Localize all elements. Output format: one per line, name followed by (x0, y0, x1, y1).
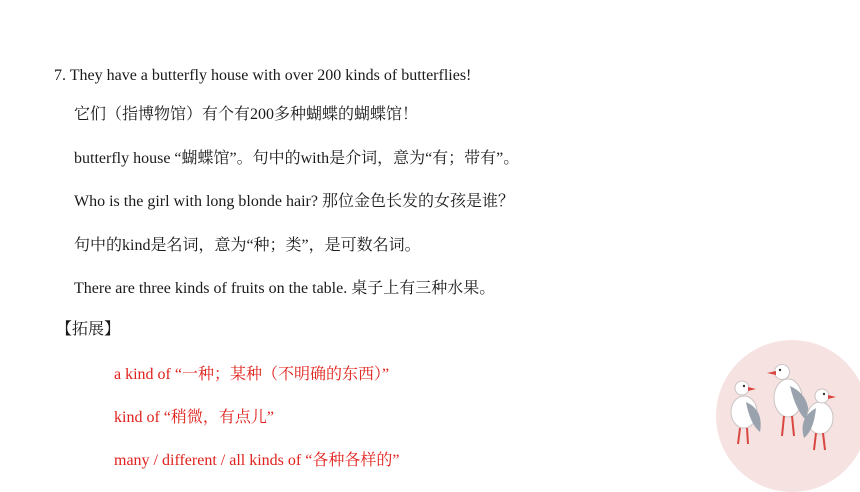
example-line: Who is the girl with long blonde hair? 那位金色长发的女孩是谁？ (74, 193, 514, 210)
explanation-line: butterfly house “蝴蝶馆”。句中的with是介词，意为“有；带有”。 (74, 150, 520, 167)
seagull-icon (803, 389, 837, 450)
seagull-icon (731, 381, 761, 444)
extension-heading: 【拓展】 (56, 321, 121, 338)
translation-line: 它们（指博物馆）有个有200多种蝴蝶的蝴蝶馆！ (74, 106, 419, 123)
seagulls-illustration-icon (716, 340, 860, 492)
seagull-icon (767, 365, 809, 437)
extension-item: a kind of “一种；某种（不明确的东西）” (114, 366, 390, 383)
explanation-line-kind: 句中的kind是名词，意为“种；类”，是可数名词。 (74, 237, 421, 254)
example-line-fruits: There are three kinds of fruits on the table. 桌子上有三种水果。 (74, 280, 496, 297)
extension-item: many / different / all kinds of “各种各样的” (114, 452, 400, 469)
extension-item: kind of “稍微，有点儿” (114, 409, 274, 426)
sentence-line: 7. They have a butterfly house with over 200 kinds of butterflies! (54, 67, 472, 84)
